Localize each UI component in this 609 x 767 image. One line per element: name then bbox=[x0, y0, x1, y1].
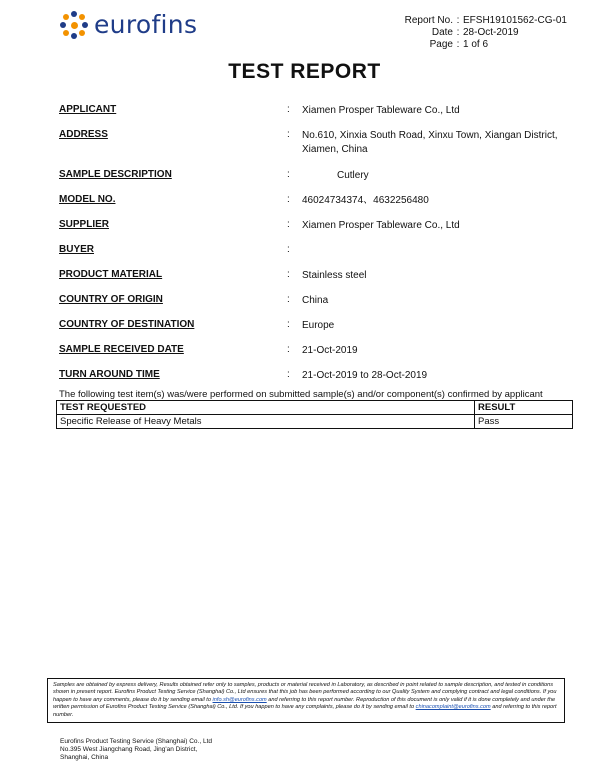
page-title: TEST REPORT bbox=[228, 60, 381, 83]
footer-address-line2: Shanghai, China bbox=[60, 754, 109, 762]
test-result-cell: Pass bbox=[475, 415, 573, 429]
field-value: Cutlery bbox=[337, 170, 369, 181]
logo-text: eurofins bbox=[94, 10, 198, 39]
field-colon: : bbox=[287, 194, 290, 205]
field-value: Xiamen Prosper Tableware Co., Ltd bbox=[302, 105, 460, 116]
test-name-cell: Specific Release of Heavy Metals bbox=[57, 415, 475, 429]
field-value: 21-Oct-2019 bbox=[302, 345, 358, 356]
field-value: Stainless steel bbox=[302, 270, 367, 281]
disclaimer-text-part1: Samples are obtained by express delivery, Results obtained refer only to samples, products or material received in Laboratory, as described in point related to sample description, and tested in conditions shown in present report. Eurofins Product Testing Service (Shanghai) Co., Ltd ensures that this job has been performed according to our Quality System and complying contract and legal conditions. If you happen to have any comments, please do it by sending email to bbox=[53, 682, 557, 703]
report-no-label: Report No. bbox=[404, 15, 453, 26]
disclaimer-text-part3: and referring to this report number. bbox=[53, 704, 557, 718]
disclaimer-box bbox=[47, 678, 565, 723]
page-colon: : bbox=[456, 39, 460, 50]
field-colon: : bbox=[287, 129, 290, 140]
field-label: SAMPLE RECEIVED DATE bbox=[59, 344, 184, 355]
field-label: COUNTRY OF ORIGIN bbox=[59, 294, 163, 305]
field-value: No.610, Xinxia South Road, Xinxu Town, Xiangan District, Xiamen, China bbox=[302, 130, 558, 155]
info-email-link[interactable]: info.sh@eurofins.com bbox=[212, 696, 267, 703]
field-colon: : bbox=[287, 294, 290, 305]
field-value: Xiamen Prosper Tableware Co., Ltd bbox=[302, 220, 460, 231]
field-label: PRODUCT MATERIAL bbox=[59, 269, 163, 280]
field-label: BUYER bbox=[59, 244, 95, 255]
date-row bbox=[398, 27, 567, 39]
field-value: China bbox=[302, 295, 329, 306]
field-value: Europe bbox=[302, 320, 335, 331]
report-reference-block bbox=[398, 15, 567, 51]
field-label: ADDRESS bbox=[59, 129, 108, 140]
report-no-row bbox=[398, 15, 567, 27]
report-no-colon: : bbox=[456, 15, 460, 26]
field-label: SUPPLIER bbox=[59, 219, 110, 230]
field-colon: : bbox=[287, 269, 290, 280]
header-result: RESULT bbox=[475, 401, 573, 415]
date-colon: : bbox=[456, 27, 460, 38]
date-label: Date bbox=[431, 27, 453, 38]
header-test-requested: TEST REQUESTED bbox=[57, 401, 475, 415]
disclaimer-text-part2: and referring to this report number. Reproduction of this document is only valid if it is done completely and under the written permission of Eurofins Product Testing Service (Shanghai) Co., Ltd. If you happen to have any complaints, please do it by sending email to bbox=[53, 696, 556, 711]
tests-intro-text: The following test item(s) was/were performed on submitted sample(s) and/or component(s) confirmed by applicant bbox=[59, 389, 543, 400]
eurofins-logo bbox=[60, 10, 197, 39]
field-label: MODEL NO. bbox=[59, 194, 116, 205]
footer-company: Eurofins Product Testing Service (Shanghai) Co., Ltd bbox=[60, 738, 212, 745]
field-value: 46024734374、4632256480 bbox=[302, 195, 429, 206]
field-label: TURN AROUND TIME bbox=[59, 369, 160, 380]
footer-address-line1: No.395 West Jiangchang Road, Jing'an District, bbox=[60, 746, 198, 754]
complaint-email-link[interactable]: chinacomplaint@eurofins.com bbox=[415, 704, 491, 711]
field-label: SAMPLE DESCRIPTION bbox=[59, 169, 172, 180]
page-label: Page bbox=[429, 39, 453, 50]
footer-address bbox=[60, 738, 212, 763]
report-no-value: EFSH19101562-CG-01 bbox=[463, 15, 567, 26]
eurofins-dots-icon bbox=[60, 11, 88, 39]
date-value: 28-Oct-2019 bbox=[463, 27, 519, 38]
page-value: 1 of 6 bbox=[463, 39, 489, 50]
field-colon: : bbox=[287, 104, 290, 115]
page-row bbox=[398, 39, 567, 51]
field-colon: : bbox=[287, 244, 290, 255]
table-row bbox=[57, 415, 573, 429]
field-label: APPLICANT bbox=[59, 104, 117, 115]
field-colon: : bbox=[287, 369, 290, 380]
field-colon: : bbox=[287, 344, 290, 355]
field-value: 21-Oct-2019 to 28-Oct-2019 bbox=[302, 370, 428, 381]
table-header-row bbox=[57, 401, 573, 415]
field-colon: : bbox=[287, 169, 290, 180]
tests-table bbox=[56, 400, 573, 429]
field-colon: : bbox=[287, 219, 290, 230]
field-label: COUNTRY OF DESTINATION bbox=[59, 319, 195, 330]
field-colon: : bbox=[287, 319, 290, 330]
